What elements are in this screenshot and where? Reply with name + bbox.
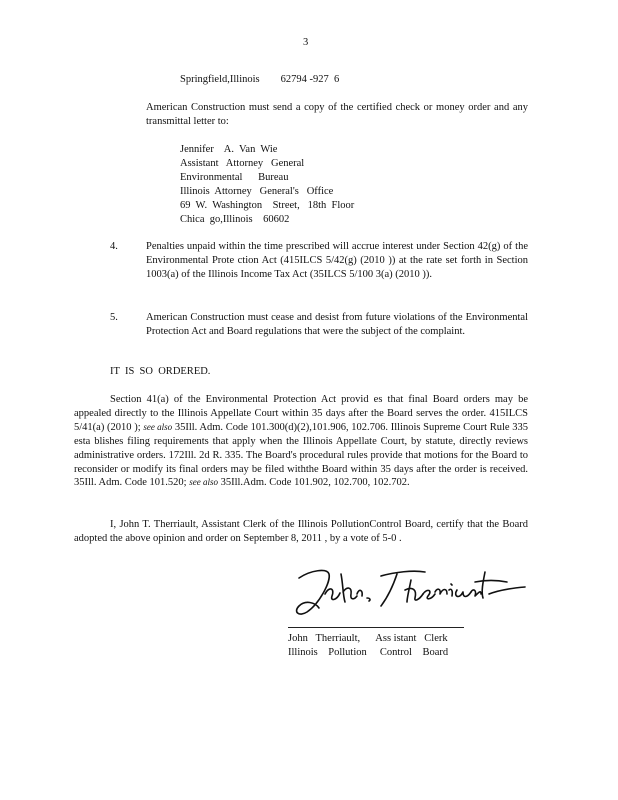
address-line: 69 W. Washington Street, 18th Floor (180, 200, 355, 211)
address-line: Jennifer A. Van Wie (180, 144, 278, 155)
see-also-signal: see also (189, 477, 218, 488)
transmittal-instruction: American Construction must send a copy of the certified check or money order and any transmittal letter to: (146, 102, 528, 127)
item-number: 4. (110, 241, 118, 252)
appeal-text: 35Ill. Adm. Code 101.300(d)(2),101.906, 102.706. Illinois Supreme Court Rule 335 esta blishes filing requirements that apply when the Illinois Appellate Court, by statute, directly reviews administrative orders. 172Ill. 2d R. 335. The Board's procedural rules provide that motions for the Board to reconsider or modify its final orders may be filed withthe Board within 35 days after the order is received. 35Ill. Adm. Code 101.520; (74, 421, 529, 489)
address-line: Chica go,Illinois 60602 (180, 214, 290, 225)
address-line: Assistant Attorney General (180, 158, 305, 169)
appeal-text: 35Ill.Adm. Code 101.902, 102.700, 102.702. (220, 477, 410, 489)
handwritten-signature (285, 560, 535, 626)
see-also-signal: see also (143, 421, 173, 432)
item-text: American Construction must cease and desist from future violations of the Environmental Protection Act and Board regulations that were the subject of the complaint. (146, 312, 528, 337)
address-line: Illinois Attorney General's Office (180, 186, 334, 197)
signature-line (288, 627, 464, 628)
appeal-paragraph (74, 393, 528, 490)
so-ordered-heading: IT IS SO ORDERED. (110, 366, 211, 377)
item-text: Penalties unpaid within the time prescribed will accrue interest under Section 42(g) of the Environmental Prote ction Act (415ILCS 5/42(g) (2010 )) at the rate set forth in Section 1003(a) of the Illinois Income Tax Act (35ILCS 5/100 3(a) (2010 )). (146, 241, 528, 280)
signatory-organization: Illinois Pollution Control Board (288, 647, 449, 658)
address-line: Environmental Bureau (180, 172, 289, 183)
appeal-text: Section 41(a) of the Environmental Protection Act provid es that final Board orders may be appealed directly to the Illinois Appellate Court within 35 days after the Board serves the order. 415ILCS 5/41(a) (2010 ); (74, 394, 528, 433)
page-number: 3 (303, 37, 309, 48)
certification-paragraph: I, John T. Therriault, Assistant Clerk of the Illinois PollutionControl Board, certify that the Board adopted the above opinion and order on September 8, 2011 , by a vote of 5-0 . (74, 519, 528, 544)
address-tail: Springfield,Illinois 62794 -927 6 (180, 74, 340, 85)
signatory-name: John Therriault, Ass istant Clerk (288, 633, 448, 644)
item-number: 5. (110, 312, 118, 323)
